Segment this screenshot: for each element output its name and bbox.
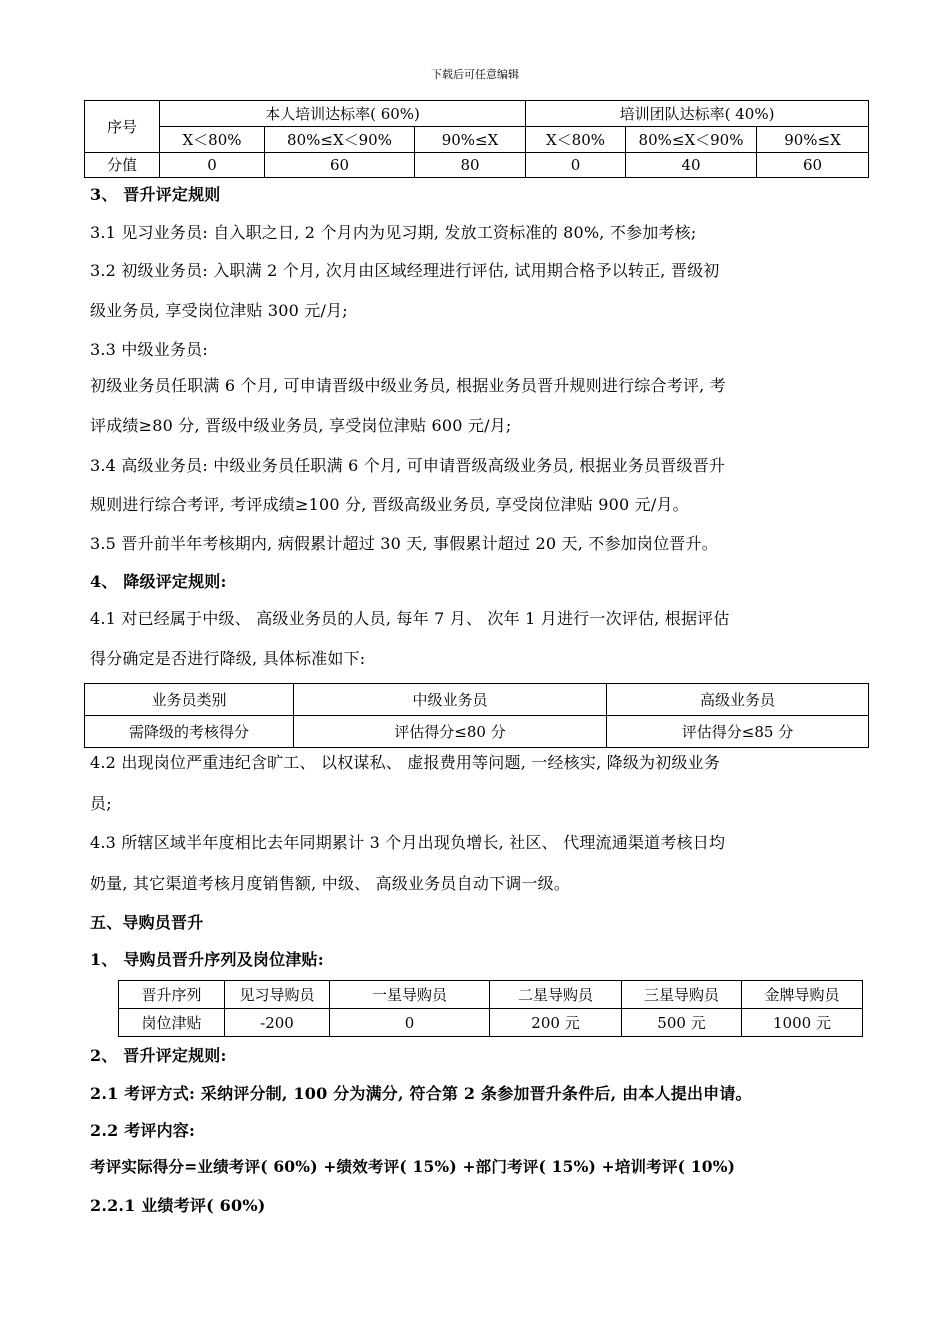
score-cell: 60 (265, 153, 415, 178)
paragraph-line: 得分确定是否进行降级, 具体标准如下: (90, 649, 366, 668)
guide-allowance-table-wrap (118, 980, 862, 1037)
paragraph-line: 员; (90, 794, 112, 813)
range-cell: 90%≤X (757, 127, 869, 153)
page-header-note: 下载后可任意编辑 (431, 68, 519, 81)
score-cell: 60 (757, 153, 869, 178)
paragraph-line: 规则进行综合考评, 考评成绩≥100 分, 晋级高级业务员, 享受岗位津贴 900 元/月。 (90, 495, 689, 514)
guide-allowance-table (118, 980, 863, 1037)
guide-cell: 500 元 (622, 1009, 742, 1037)
self-training-rate-header: 本人培训达标率( 60%) (160, 101, 526, 127)
paragraph-line: 3.3 中级业务员: (90, 340, 208, 359)
section-5-1-title: 1、 导购员晋升序列及岗位津贴: (90, 950, 324, 969)
guide-cell: 200 元 (490, 1009, 622, 1037)
section-5-title: 五、导购员晋升 (90, 913, 204, 932)
paragraph-line: 3.1 见习业务员: 自入职之日, 2 个月内为见习期, 发放工资标准的 80%, 不参加考核; (90, 223, 697, 242)
paragraph-line: 4.1 对已经属于中级、 高级业务员的人员, 每年 7 月、 次年 1 月进行一次评估, 根据评估 (90, 609, 730, 628)
paragraph-line: 初级业务员任职满 6 个月, 可申请晋级中级业务员, 根据业务员晋升规则进行综合考评, 考 (90, 376, 726, 395)
demotion-cell: 需降级的考核得分 (85, 716, 294, 748)
range-cell: 90%≤X (415, 127, 526, 153)
section-3-title: 3、 晋升评定规则 (90, 185, 221, 204)
score-cell: 40 (626, 153, 757, 178)
section-5-2-title: 2、 晋升评定规则: (90, 1046, 227, 1065)
guide-header-cell: 晋升序列 (119, 981, 225, 1009)
range-cell: X＜80% (160, 127, 265, 153)
score-formula: 考评实际得分=业绩考评( 60%) +绩效考评( 15%) +部门考评( 15%) +培训考评( 10%) (90, 1157, 736, 1176)
range-cell: X＜80% (526, 127, 626, 153)
demotion-header-cell: 业务员类别 (85, 684, 294, 716)
guide-header-cell: 三星导购员 (622, 981, 742, 1009)
score-cell: 0 (160, 153, 265, 178)
score-cell: 0 (526, 153, 626, 178)
guide-header-cell: 二星导购员 (490, 981, 622, 1009)
demotion-table (84, 683, 869, 748)
paragraph-line-2-1 (90, 1081, 880, 1104)
training-score-table-wrap (84, 100, 868, 178)
score-row-label: 分值 (85, 153, 160, 178)
paragraph-line: 级业务员, 享受岗位津贴 300 元/月; (90, 301, 348, 320)
training-score-table (84, 100, 869, 178)
paragraph-line: 3.2 初级业务员: 入职满 2 个月, 次月由区域经理进行评估, 试用期合格予以转正, 晋级初 (90, 261, 720, 280)
paragraph-line-2-1-text: 2.1 考评方式: 采纳评分制, 100 分为满分, 符合第 2 条参加晋升条件后, 由本人提出申请。 (90, 1084, 752, 1103)
guide-header-cell: 一星导购员 (330, 981, 490, 1009)
paragraph-line: 评成绩≥80 分, 晋级中级业务员, 享受岗位津贴 600 元/月; (90, 416, 512, 435)
score-cell: 80 (415, 153, 526, 178)
guide-cell: -200 (225, 1009, 330, 1037)
guide-header-cell: 金牌导购员 (742, 981, 863, 1009)
guide-cell: 1000 元 (742, 1009, 863, 1037)
paragraph-line: 4.2 出现岗位严重违纪含旷工、 以权谋私、 虚报费用等问题, 一经核实, 降级为初级业务 (90, 753, 721, 772)
section-4-title: 4、 降级评定规则: (90, 572, 227, 591)
guide-cell: 岗位津贴 (119, 1009, 225, 1037)
guide-header-cell: 见习导购员 (225, 981, 330, 1009)
guide-cell: 0 (330, 1009, 490, 1037)
seq-header: 序号 (85, 101, 160, 153)
subsection-2-2-1-title: 2.2.1 业绩考评( 60%) (90, 1196, 266, 1215)
demotion-cell: 评估得分≤80 分 (294, 716, 607, 748)
paragraph-line: 3.4 高级业务员: 中级业务员任职满 6 个月, 可申请晋级高级业务员, 根据业务员晋级晋升 (90, 456, 726, 475)
paragraph-line: 奶量, 其它渠道考核月度销售额, 中级、 高级业务员自动下调一级。 (90, 874, 571, 893)
demotion-header-cell: 高级业务员 (607, 684, 869, 716)
demotion-header-cell: 中级业务员 (294, 684, 607, 716)
demotion-table-wrap (84, 683, 868, 748)
team-training-rate-header: 培训团队达标率( 40%) (526, 101, 869, 127)
paragraph-line: 2.2 考评内容: (90, 1121, 196, 1140)
range-cell: 80%≤X＜90% (626, 127, 757, 153)
range-cell: 80%≤X＜90% (265, 127, 415, 153)
paragraph-line: 4.3 所辖区域半年度相比去年同期累计 3 个月出现负增长, 社区、 代理流通渠道考核日均 (90, 833, 726, 852)
demotion-cell: 评估得分≤85 分 (607, 716, 869, 748)
paragraph-line: 3.5 晋升前半年考核期内, 病假累计超过 30 天, 事假累计超过 20 天, 不参加岗位晋升。 (90, 534, 718, 553)
